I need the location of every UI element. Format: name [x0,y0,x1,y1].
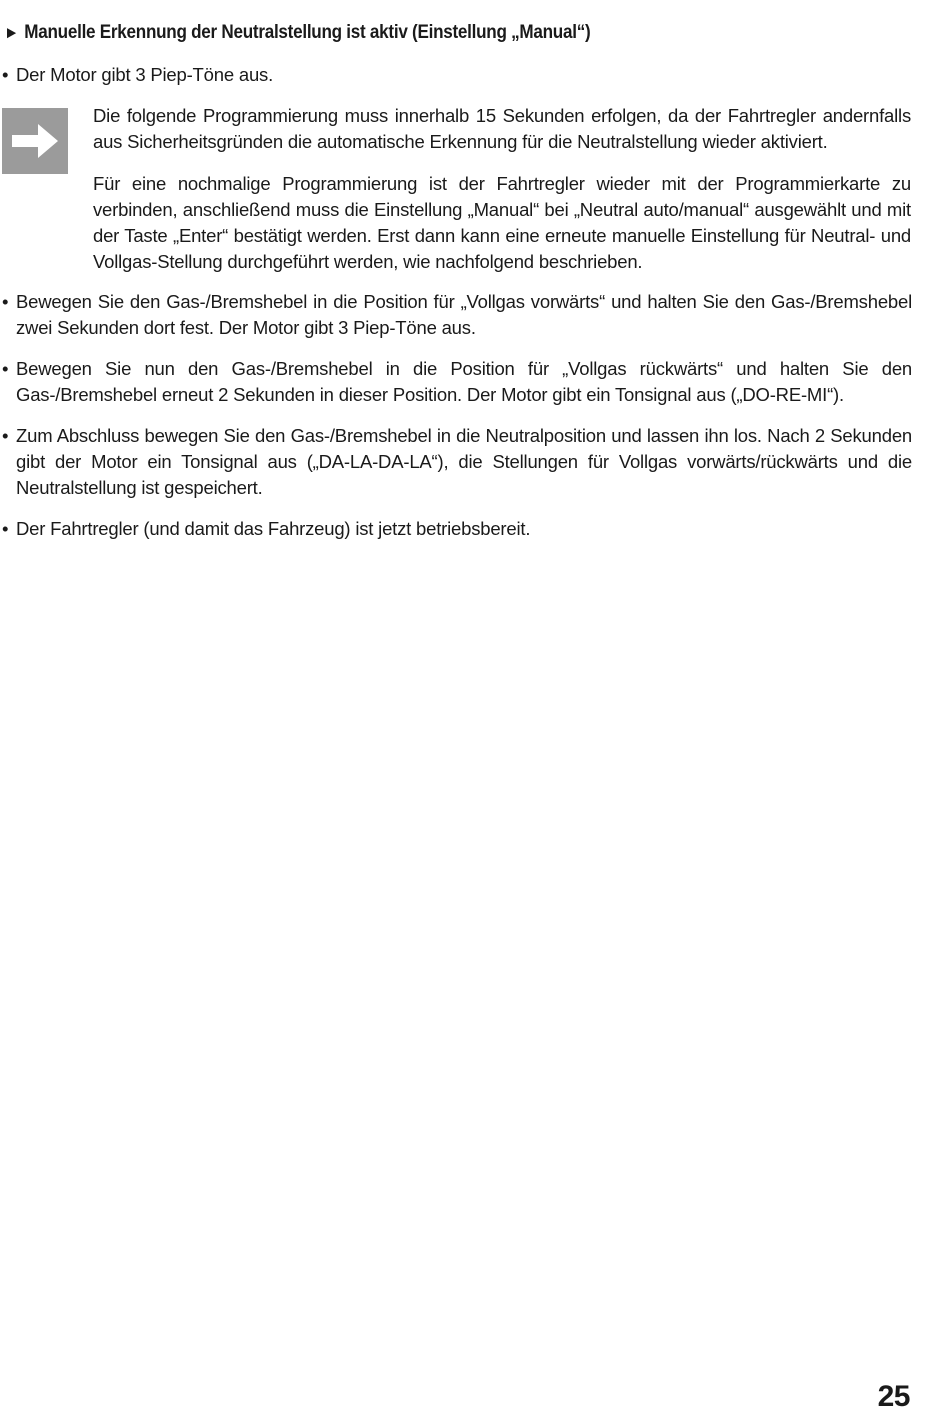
list-item-text: Zum Abschluss bewegen Sie den Gas-/Bremshebel in die Neutralposition und lassen ihn los. Nach 2 Sekunden gibt der Motor ein Tonsignal aus („DA-LA-DA-LA“), die Stellungen für Vollgas vorwärts/rückwärts und die Neutralstellung ist gespeichert. [16,425,912,498]
page-number: 25 [877,1380,910,1413]
section-heading [4,22,832,44]
list-item-text: Bewegen Sie den Gas-/Bremshebel in die Position für „Vollgas vorwärts“ und halten Sie den Gas-/Bremshebel zwei Sekunden dort fest. Der Motor gibt 3 Piep-Töne aus. [16,291,912,338]
bullet-marker: • [2,425,9,446]
bullet-marker: • [2,291,9,312]
list-item-text: Der Motor gibt 3 Piep-Töne aus. [16,64,274,85]
list-item [0,516,912,542]
list-item [0,356,912,408]
arrow-right-icon [2,108,68,174]
bullet-marker: • [2,518,9,539]
list-item [0,289,912,341]
list-item-text: Bewegen Sie nun den Gas-/Bremshebel in die Position für „Vollgas rückwärts“ und halten Sie den Gas-/Bremshebel erneut 2 Sekunden in dieser Position. Der Motor gibt ein Tonsignal aus („DO-RE-MI“). [16,358,912,405]
list-item [0,423,912,501]
section-heading-text: Manuelle Erkennung der Neutralstellung ist aktiv (Einstellung „Manual“) [24,22,591,43]
notice-paragraph: Die folgende Programmierung muss innerhalb 15 Sekunden erfolgen, da der Fahrtregler andernfalls aus Sicherheitsgründen die automatische Erkennung für die Neutralstellung wieder aktiviert. [93,105,911,152]
list-item [0,62,912,88]
list-item-text: Der Fahrtregler (und damit das Fahrzeug) ist jetzt betriebsbereit. [16,518,531,539]
notice-paragraph: Für eine nochmalige Programmierung ist der Fahrtregler wieder mit der Programmierkarte zu verbinden, anschließend muss die Einstellung „Manual“ bei „Neutral auto/manual“ ausgewählt und mit der Taste „Enter“ bestätigt werden. Erst dann kann eine erneute manuelle Einstellung für Neutral- und Vollgas-Stellung durchgeführt werden, wie nachfolgend beschrieben. [93,173,911,272]
triangle-marker-icon: ► [4,23,19,42]
bullet-marker: • [2,64,9,85]
bullet-marker: • [2,358,9,379]
